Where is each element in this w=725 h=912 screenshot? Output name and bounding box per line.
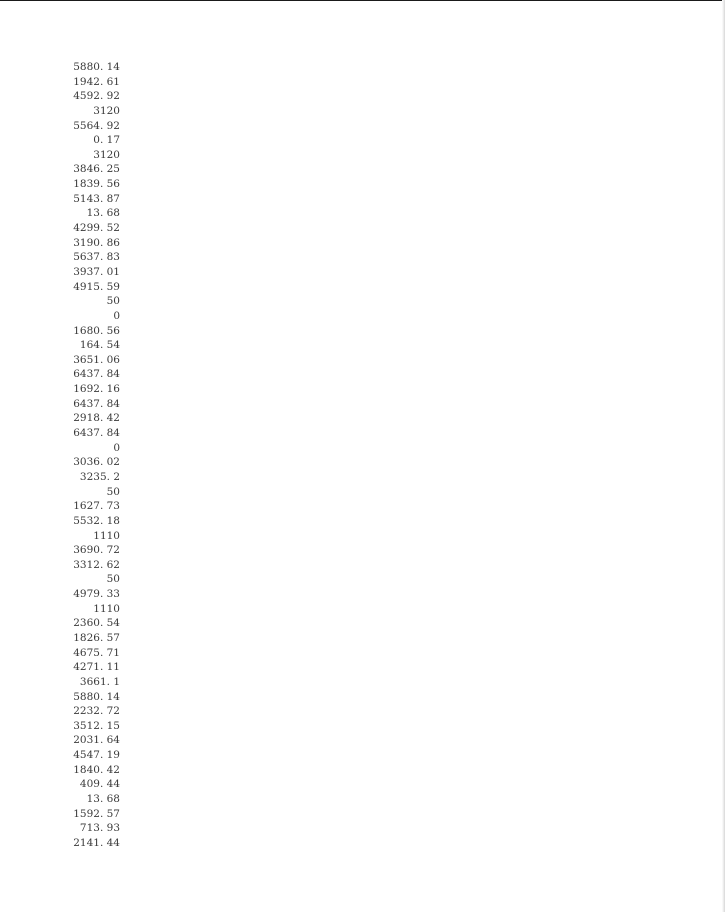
- number-value: 5564. 92: [73, 119, 120, 132]
- number-value: 6437. 84: [73, 397, 120, 410]
- number-value: 4592. 92: [73, 90, 120, 103]
- number-value: 1627. 73: [73, 500, 120, 513]
- number-value: 1680. 56: [73, 324, 120, 337]
- number-value: 3661. 1: [79, 675, 120, 688]
- number-column: [60, 60, 120, 851]
- number-value: 3036. 02: [73, 456, 120, 469]
- number-value: 4675. 71: [73, 646, 120, 659]
- number-value: 5637. 83: [73, 251, 120, 264]
- number-value: 3651. 06: [73, 353, 120, 366]
- number-value: 13. 68: [86, 207, 120, 220]
- number-value: 3846. 25: [73, 163, 120, 176]
- number-value: 5880. 14: [73, 690, 120, 703]
- number-value: 6437. 84: [73, 368, 120, 381]
- number-value: 1942. 61: [73, 75, 120, 88]
- number-value: 3512. 15: [73, 719, 120, 732]
- number-value: 4271. 11: [73, 661, 120, 674]
- number-value: 50: [106, 485, 120, 498]
- number-value: 1592. 57: [73, 807, 120, 820]
- number-value: 5143. 87: [73, 192, 120, 205]
- number-value: 409. 44: [79, 778, 120, 791]
- number-value: 164. 54: [79, 339, 120, 352]
- number-value: 0: [113, 441, 120, 454]
- number-value: 4299. 52: [73, 222, 120, 235]
- number-value: 3937. 01: [73, 265, 120, 278]
- number-value: 13. 68: [86, 793, 120, 806]
- number-value: 3690. 72: [73, 544, 120, 557]
- number-value: 50: [106, 295, 120, 308]
- number-value: 3312. 62: [73, 558, 120, 571]
- number-value: 4915. 59: [73, 280, 120, 293]
- number-value: 0. 17: [93, 134, 120, 147]
- number-value: 6437. 84: [73, 427, 120, 440]
- number-value: 713. 93: [79, 822, 120, 835]
- number-value: 3235. 2: [79, 470, 120, 483]
- number-value: 2141. 44: [73, 836, 120, 849]
- number-value: 2918. 42: [73, 412, 120, 425]
- number-value: 4547. 19: [73, 749, 120, 762]
- number-value: 2360. 54: [73, 617, 120, 630]
- number-value: 1826. 57: [73, 631, 120, 644]
- number-value: 3120: [93, 148, 120, 161]
- top-border-line: [0, 0, 725, 1]
- number-value: 1692. 16: [73, 383, 120, 396]
- number-value: 2232. 72: [73, 705, 120, 718]
- number-value: 1839. 56: [73, 178, 120, 191]
- number-value: 4979. 33: [73, 588, 120, 601]
- number-value: 3120: [93, 104, 120, 117]
- number-value: 50: [106, 573, 120, 586]
- number-value: 1110: [93, 602, 120, 615]
- number-value: 2031. 64: [73, 734, 120, 747]
- number-value: 5532. 18: [73, 514, 120, 527]
- number-value: 1840. 42: [73, 763, 120, 776]
- number-value: 0: [113, 309, 120, 322]
- number-value: 5880. 14: [73, 61, 120, 73]
- number-value: 3190. 86: [73, 236, 120, 249]
- number-value: 1110: [93, 529, 120, 542]
